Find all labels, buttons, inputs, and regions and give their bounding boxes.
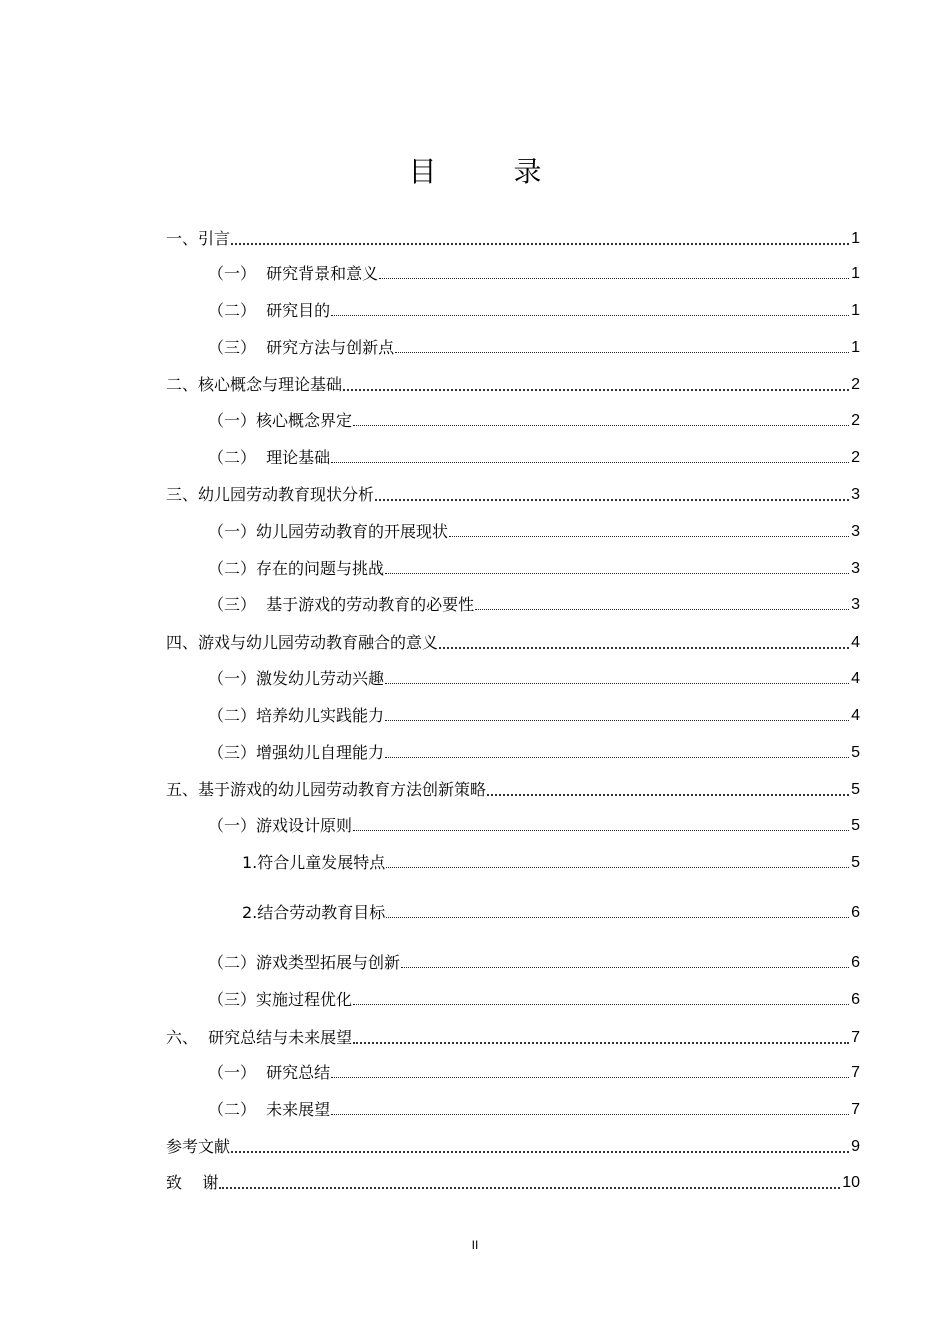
toc-entry-chapter-6[interactable]	[166, 1023, 860, 1049]
toc-entry-label: （二）存在的问题与挑战	[208, 559, 385, 578]
toc-entry-label: （三）增强幼儿自理能力	[208, 743, 385, 762]
toc-entry-page: 2	[851, 449, 860, 466]
dot-leader	[385, 718, 849, 721]
toc-entry-page: 9	[851, 1138, 860, 1155]
toc-entry-page: 2	[851, 376, 860, 393]
toc-entry[interactable]	[208, 259, 860, 285]
toc-entry-page: 3	[851, 560, 860, 577]
toc-entry[interactable]	[208, 554, 860, 580]
toc-entry-chapter-2[interactable]	[166, 370, 860, 396]
toc-entry-page: 6	[851, 904, 860, 921]
toc-entry-label: 参考文献	[166, 1137, 231, 1156]
toc-entry-page: 3	[851, 596, 860, 613]
dot-leader	[385, 755, 849, 758]
toc-entry-chapter-5[interactable]	[166, 775, 860, 801]
toc-entry-label: 三、幼儿园劳动教育现状分析	[166, 485, 375, 504]
dot-leader	[487, 791, 849, 796]
toc-entry-label: （一） 研究背景和意义	[208, 264, 379, 283]
toc-entry[interactable]	[208, 1095, 860, 1121]
toc-entry[interactable]	[208, 738, 860, 764]
toc-entry-label: （一）游戏设计原则	[208, 816, 353, 835]
toc-entry-label: （一）幼儿园劳动教育的开展现状	[208, 522, 449, 541]
toc-entry-page: 6	[851, 954, 860, 971]
toc-entry-page: 7	[851, 1029, 860, 1046]
toc-entry-chapter-3[interactable]	[166, 480, 860, 506]
dot-leader	[439, 644, 849, 649]
toc-entry-page: 1	[851, 265, 860, 282]
toc-entry-label: 六、 研究总结与未来展望	[166, 1028, 353, 1047]
toc-entry-label: （二） 研究目的	[208, 301, 331, 320]
toc-entry[interactable]	[208, 811, 860, 837]
dot-leader	[331, 1075, 849, 1078]
dot-leader	[379, 276, 849, 279]
toc-entry-label: （二）游戏类型拓展与创新	[208, 953, 401, 972]
dot-leader	[331, 313, 849, 316]
toc-entry-label: 致 谢	[166, 1173, 219, 1192]
toc-entry[interactable]	[242, 848, 860, 874]
toc-entry-label: （一） 研究总结	[208, 1063, 331, 1082]
toc-entry-page: 7	[851, 1101, 860, 1118]
toc-entry-label: （二）培养幼儿实践能力	[208, 706, 385, 725]
dot-leader	[385, 681, 849, 684]
toc-entry-label: （三）实施过程优化	[208, 990, 353, 1009]
toc-entry-page: 4	[851, 670, 860, 687]
toc-entry-page: 5	[851, 854, 860, 871]
dot-leader	[231, 240, 849, 245]
dot-leader	[386, 915, 849, 918]
toc-entry-label: 二、核心概念与理论基础	[166, 375, 343, 394]
dot-leader	[475, 607, 849, 610]
toc-entry[interactable]	[208, 701, 860, 727]
toc-entry[interactable]	[208, 296, 860, 322]
toc-entry-label: （三） 基于游戏的劳动教育的必要性	[208, 595, 475, 614]
toc-entry-page: 7	[851, 1064, 860, 1081]
toc-entry[interactable]	[208, 985, 860, 1011]
dot-leader	[395, 350, 849, 353]
toc-entry-chapter-4[interactable]	[166, 628, 860, 654]
toc-entry[interactable]	[208, 664, 860, 690]
page-number: II	[471, 1238, 479, 1252]
toc-entry[interactable]	[208, 948, 860, 974]
dot-leader	[343, 386, 849, 391]
toc-entry-page: 1	[851, 339, 860, 356]
toc-entry-label: （二） 理论基础	[208, 448, 331, 467]
dot-leader	[353, 1039, 849, 1044]
toc-entry-label: 一、引言	[166, 229, 231, 248]
dot-leader	[231, 1148, 849, 1153]
toc-entry[interactable]	[208, 333, 860, 359]
toc-entry-label: 四、游戏与幼儿园劳动教育融合的意义	[166, 633, 439, 652]
toc-entry[interactable]	[208, 590, 860, 616]
dot-leader	[353, 423, 849, 426]
dot-leader	[331, 460, 849, 463]
toc-entry-page: 3	[851, 523, 860, 540]
toc-entry-page: 5	[851, 781, 860, 798]
dot-leader	[385, 571, 849, 574]
toc-entry-page: 2	[851, 412, 860, 429]
dot-leader	[331, 1112, 849, 1115]
toc-entry-references[interactable]	[166, 1132, 860, 1158]
toc-entry-introduction[interactable]	[166, 224, 860, 250]
toc-entry-page: 5	[851, 744, 860, 761]
toc-title: 目 录	[408, 155, 576, 188]
toc-entry[interactable]	[208, 517, 860, 543]
toc-entry[interactable]	[208, 443, 860, 469]
toc-entry-page: 1	[851, 302, 860, 319]
toc-entry[interactable]	[242, 898, 860, 924]
dot-leader	[401, 965, 849, 968]
dot-leader	[449, 534, 849, 537]
dot-leader	[353, 828, 849, 831]
dot-leader	[353, 1002, 849, 1005]
toc-entry-label: （一）核心概念界定	[208, 411, 353, 430]
toc-entry-page: 10	[842, 1174, 860, 1191]
dot-leader	[386, 865, 849, 868]
toc-entry-page: 3	[851, 486, 860, 503]
toc-entry-label: 五、基于游戏的幼儿园劳动教育方法创新策略	[166, 780, 487, 799]
toc-entry-label: 1.符合儿童发展特点	[242, 853, 386, 872]
toc-entry[interactable]	[208, 406, 860, 432]
toc-entry-page: 5	[851, 817, 860, 834]
toc-entry[interactable]	[208, 1058, 860, 1084]
toc-entry-acknowledgements[interactable]	[166, 1168, 860, 1194]
toc-entry-label: （二） 未来展望	[208, 1100, 331, 1119]
toc-entry-page: 4	[851, 634, 860, 651]
toc-entry-page: 6	[851, 991, 860, 1008]
dot-leader	[375, 496, 849, 501]
toc-entry-label: （三） 研究方法与创新点	[208, 338, 395, 357]
toc-entry-label: （一）激发幼儿劳动兴趣	[208, 669, 385, 688]
dot-leader	[219, 1184, 840, 1189]
toc-entry-page: 4	[851, 707, 860, 724]
toc-entry-label: 2.结合劳动教育目标	[242, 903, 386, 922]
toc-entry-page: 1	[851, 230, 860, 247]
